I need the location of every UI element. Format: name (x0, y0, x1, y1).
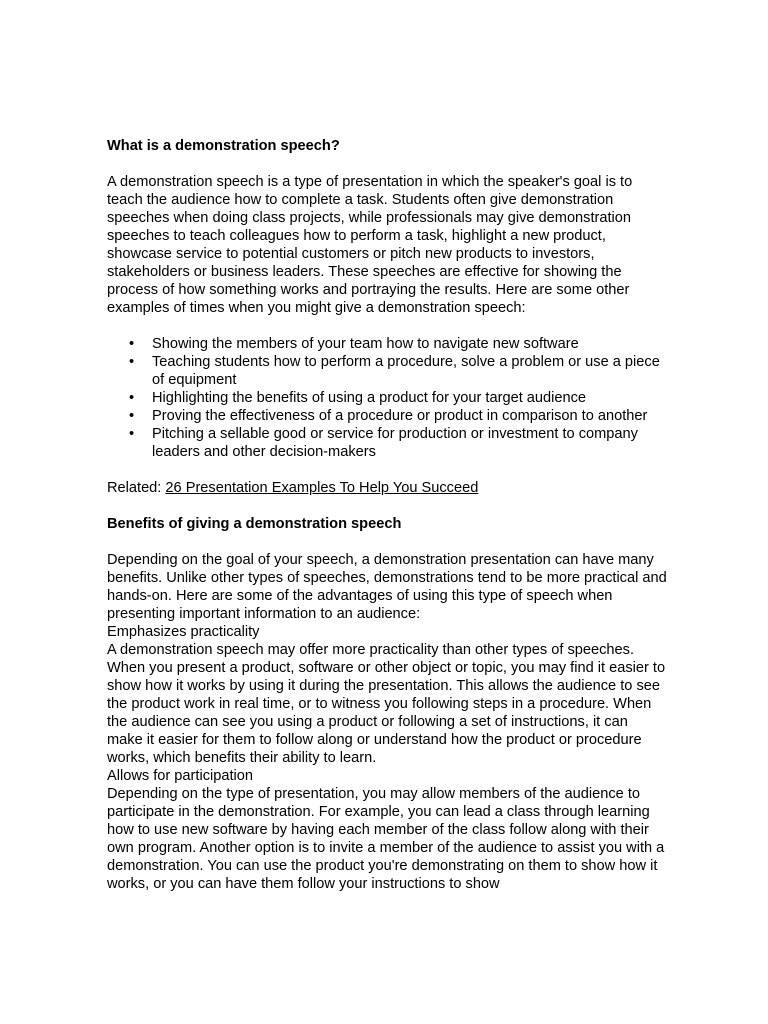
list-item (107, 425, 667, 461)
document-page (107, 137, 667, 893)
intro-paragraph: A demonstration speech is a type of presentation in which the speaker's goal is to teach the audience how to complete a task. Students often give demonstration speeches when doing class projects, while professionals may give demonstration speeches to teach colleagues how to perform a task, highlight a new product, showcase service to potential customers or pitch new products to investors, stakeholders or business leaders. These speeches are effective for showing the process of how something works and portraying the results. Here are some other examples of times when you might give a demonstration speech: (107, 174, 633, 316)
bullet-icon: • (129, 426, 135, 442)
list-item (107, 389, 667, 407)
bullet-icon: • (129, 354, 135, 370)
related-link[interactable]: 26 Presentation Examples To Help You Succeed (165, 480, 479, 496)
list-item (107, 407, 667, 425)
list-item-text: Teaching students how to perform a procedure, solve a problem or use a piece of equipment (152, 354, 660, 388)
bullet-icon: • (129, 390, 135, 406)
examples-list (107, 335, 667, 461)
benefits-intro-paragraph: Depending on the goal of your speech, a demonstration presentation can have many benefits. Unlike other types of speeches, demonstrations tend to be more practical and hands-on. Here are some of the advantages of using this type of speech when presenting important information to an audience: (107, 552, 667, 622)
list-item (107, 353, 667, 389)
participation-paragraph: Depending on the type of presentation, you may allow members of the audience to participate in the demonstration. For example, you can lead a class through learning how to use new software by having each member of the class follow along with their own program. Another option is to invite a member of the audience to assist you with a demonstration. You can use the product you're demonstrating on them to show how it works, or you can have them follow your instructions to show (107, 786, 665, 892)
related-line (107, 479, 667, 497)
list-item-text: Highlighting the benefits of using a product for your target audience (152, 390, 587, 406)
bullet-icon: • (129, 408, 135, 424)
heading-what-is: What is a demonstration speech? (107, 138, 340, 154)
related-prefix: Related: (107, 480, 166, 496)
list-item (107, 335, 667, 353)
list-item-text: Showing the members of your team how to navigate new software (152, 336, 579, 352)
practicality-paragraph: A demonstration speech may offer more practicality than other types of speeches. When you present a product, software or other object or topic, you may find it easier to show how it works by using it during the presentation. This allows the audience to see the product work in real time, or to witness you following steps in a procedure. When the audience can see you using a product or following a set of instructions, it can make it easier for them to follow along or understand how the product or procedure works, which benefits their ability to learn. (107, 642, 666, 766)
list-item-text: Proving the effectiveness of a procedure or product in comparison to another (152, 408, 648, 424)
list-item-text: Pitching a sellable good or service for production or investment to company leaders and other decision-makers (152, 426, 638, 460)
subheading-participation: Allows for participation (107, 768, 254, 784)
heading-benefits: Benefits of giving a demonstration speech (107, 516, 402, 532)
bullet-icon: • (129, 336, 135, 352)
subheading-practicality: Emphasizes practicality (107, 624, 260, 640)
